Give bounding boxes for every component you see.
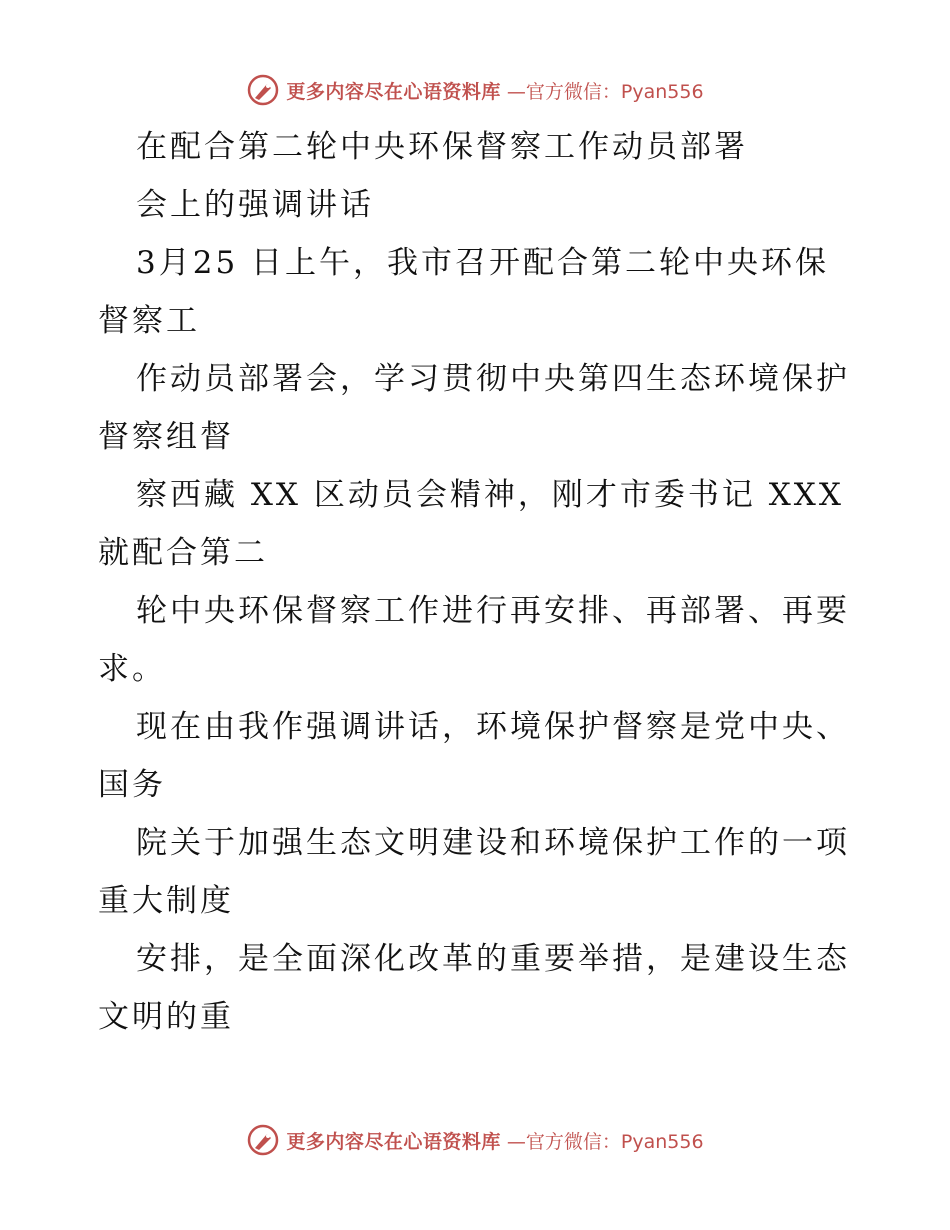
banner-brand: 更多内容尽在心语资料库 — [286, 1130, 501, 1153]
paragraph-line: 院关于加强生态文明建设和环境保护工作的一项 — [136, 825, 850, 861]
banner-contact: —官方微信：Pyan556 — [506, 1130, 704, 1153]
banner-contact: —官方微信：Pyan556 — [506, 80, 704, 103]
paragraph-line: 就配合第二 — [98, 535, 268, 571]
paragraph-line: 3月25 日上午，我市召开配合第二轮中央环保 — [136, 245, 830, 281]
paragraph-line: 作动员部署会，学习贯彻中央第四生态环境保护 — [136, 361, 850, 397]
paragraph-line: 安排，是全面深化改革的重要举措，是建设生态 — [136, 941, 850, 977]
paragraph-line: 督察组督 — [98, 419, 234, 455]
paragraph-line: 现在由我作强调讲话，环境保护督察是党中央、 — [136, 709, 850, 745]
paragraph-line: 督察工 — [98, 303, 200, 339]
pen-nib-logo-icon — [246, 1123, 280, 1157]
paragraph-line: 察西藏 XX 区动员会精神，刚才市委书记 XXX — [136, 477, 844, 513]
paragraph-line: 国务 — [98, 767, 166, 803]
paragraph-line: 重大制度 — [98, 883, 234, 919]
document-title-line-2: 会上的强调讲话 — [136, 187, 374, 223]
paragraph-line: 文明的重 — [98, 999, 234, 1035]
pen-nib-logo-icon — [246, 73, 280, 107]
paragraph-line: 求。 — [98, 651, 166, 687]
footer-banner — [0, 1120, 950, 1160]
banner-brand: 更多内容尽在心语资料库 — [286, 80, 501, 103]
document-body — [98, 118, 858, 1046]
paragraph-line: 轮中央环保督察工作进行再安排、再部署、再要 — [136, 593, 850, 629]
header-banner — [0, 70, 950, 110]
document-title-line-1: 在配合第二轮中央环保督察工作动员部署 — [136, 129, 748, 165]
